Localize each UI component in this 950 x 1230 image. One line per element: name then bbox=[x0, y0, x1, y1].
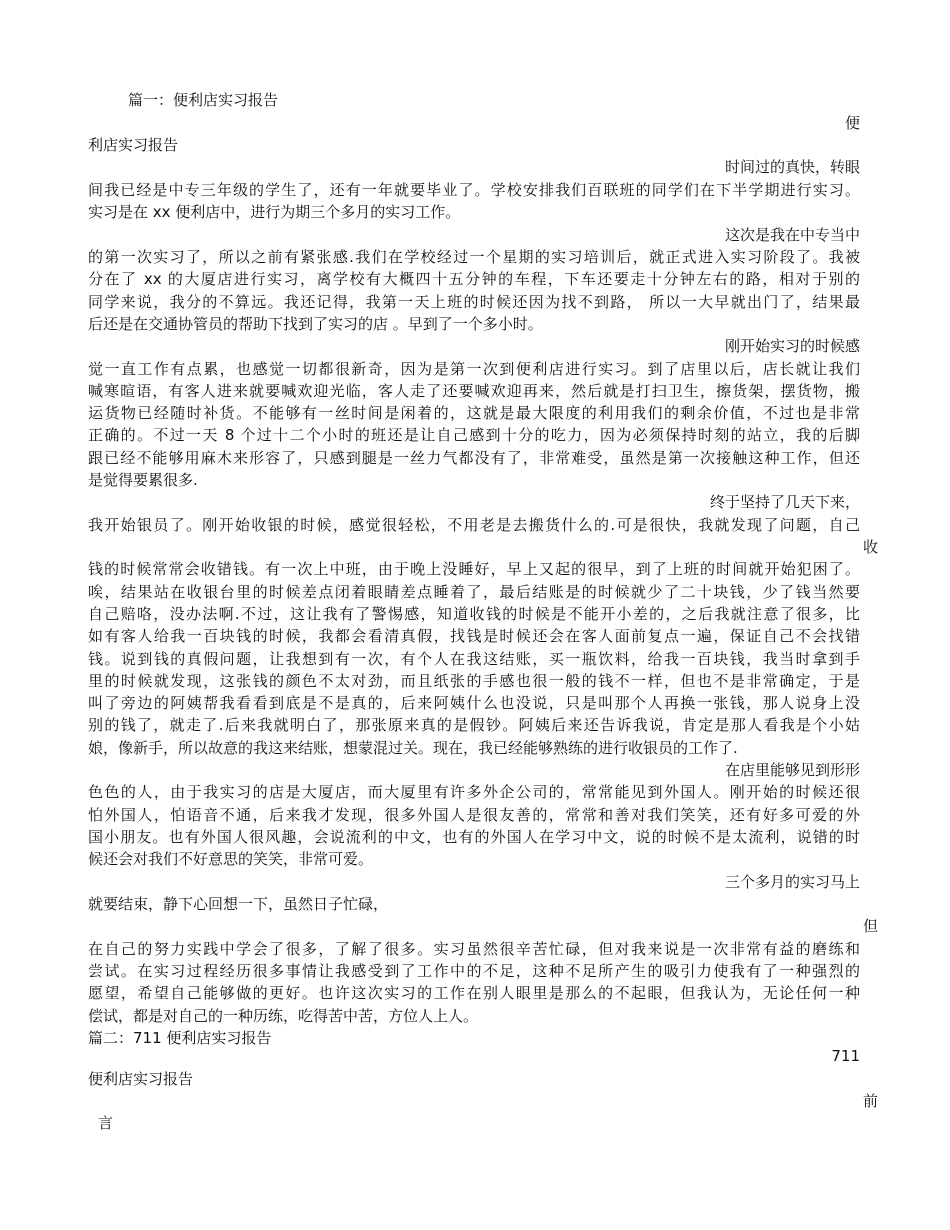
section-heading-1: 篇一：便利店实习报告 bbox=[128, 91, 279, 109]
paragraph-line: 唉，结果站在收银台里的时候差点闭着眼睛差点睡着了，最后结账是的时候就少了二十块钱，少了钱当然要 bbox=[88, 583, 860, 601]
paragraph-line: 别的钱了，就走了.后来我就明白了，那张原来真的是假钞。阿姨后来还告诉我说，肯定是那人看我是个小姑 bbox=[88, 716, 860, 734]
paragraph-line: 同学来说，我分的不算远。我还记得，我第一天上班的时候还因为找不到路， 所以一大早就出门了，结果最 bbox=[88, 293, 860, 311]
paragraph-line: 里的时候就发现，这张钱的颜色不太对劲，而且纸张的手感也很一般的钱不一样，但也不是非常确定，于是 bbox=[88, 672, 860, 690]
paragraph-line: 愿望，希望自己能够做的更好。也许这次实习的工作在别人眼里是那么的不起眼，但我认为，无论任何一种 bbox=[88, 984, 860, 1002]
paragraph-line: 在自己的努力实践中学会了很多，了解了很多。实习虽然很辛苦忙碌，但对我来说是一次非常有益的磨练和 bbox=[88, 940, 860, 958]
paragraph-line: 间我已经是中专三年级的学生了，还有一年就要毕业了。学校安排我们百联班的同学们在下半学期进行实习。 bbox=[88, 181, 860, 199]
paragraph-line: 偿试，都是对自己的一种历练，吃得苦中苦，方位人上人。 bbox=[88, 1007, 479, 1025]
title-fragment: 711 bbox=[831, 1047, 860, 1065]
paragraph-line: 时间过的真快，转眼 bbox=[724, 158, 860, 176]
paragraph-line: 钱的时候常常会收错钱。有一次上中班，由于晚上没睡好，早上又起的很早，到了上班的时间就开始犯困了。 bbox=[88, 560, 860, 578]
paragraph-line: 就要结束，静下心回想一下，虽然日子忙碌， bbox=[88, 895, 389, 913]
title-fragment: 便 bbox=[844, 114, 860, 132]
paragraph-line: 后还是在交通协管员的帮助下找到了实习的店 。早到了一个多小时。 bbox=[88, 315, 543, 333]
paragraph-line: 这次是我在中专当中 bbox=[724, 226, 860, 244]
paragraph-line: 候还会对我们不好意思的笑笑，非常可爱。 bbox=[88, 850, 374, 868]
paragraph-line: 娘，像新手，所以故意的我这来结账，想蒙混过关。现在，我已经能够熟练的进行收银员的工作了. bbox=[88, 739, 738, 757]
paragraph-line: 的第一次实习了，所以之前有紧张感.我们在学校经过一个星期的实习培训后，就正式进入实习阶段了。我被 bbox=[88, 248, 860, 266]
paragraph-line: 我开始银员了。刚开始收银的时候，感觉很轻松，不用老是去搬货什么的.可是很快，我就发现了问题，自己 bbox=[88, 516, 860, 534]
paragraph-line: 刚开始实习的时候感 bbox=[724, 337, 860, 355]
paragraph-line: 色色的人，由于我实习的店是大厦店，而大厦里有许多外企公司的，常常能见到外国人。刚开始的时候还很 bbox=[88, 783, 860, 801]
paragraph-line: 国小朋友。也有外国人很风趣，会说流利的中文，也有的外国人在学习中文，说的时候不是太流利，说错的时 bbox=[88, 828, 860, 846]
preface-heading-fragment: 言 bbox=[98, 1114, 114, 1132]
paragraph-line: 觉一直工作有点累，也感觉一切都很新奇，因为是第一次到便利店进行实习。到了店里以后，店长就让我们 bbox=[88, 360, 860, 378]
paragraph-line: 跟已经不能够用麻木来形容了，只感到腿是一丝力气都没有了，非常难受，虽然是第一次接触这种工作，但还 bbox=[88, 449, 860, 467]
paragraph-line: 喊寒暄语，有客人进来就要喊欢迎光临，客人走了还要喊欢迎再来，然后就是打扫卫生，擦货架，摆货物，搬 bbox=[88, 382, 860, 400]
paragraph-line: 在店里能够见到形形 bbox=[724, 761, 860, 779]
paragraph-line: 三个多月的实习马上 bbox=[724, 873, 860, 891]
paragraph-line: 实习是在 xx 便利店中，进行为期三个多月的实习工作。 bbox=[88, 203, 461, 221]
paragraph-line: 是觉得要累很多. bbox=[88, 471, 198, 489]
paragraph-line: 正确的。不过一天 8 个过十二个小时的班还是让自己感到十分的吃力，因为必须保持时刻的站立，我的后脚 bbox=[88, 426, 860, 444]
paragraph-line: 叫了旁边的阿姨帮我看看到底是不是真的，后来阿姨什么也没说，只是叫那个人再换一张钱，那人说身上没 bbox=[88, 694, 860, 712]
paragraph-line: 分在了 xx 的大厦店进行实习，离学校有大概四十五分钟的车程，下车还要走十分钟左右的路，相对于别的 bbox=[88, 270, 860, 288]
report-title: 便利店实习报告 bbox=[88, 1070, 194, 1088]
preface-heading-fragment: 前 bbox=[862, 1092, 878, 1110]
paragraph-line: 运货物已经随时补货。不能够有一丝时间是闲着的，这就是最大限度的利用我们的剩余价值，不过也是非常 bbox=[88, 404, 860, 422]
paragraph-line: 自己赔咯，没办法啊.不过，这让我有了警惕感，知道收钱的时候是不能开小差的，之后我就注意了很多，比 bbox=[88, 605, 860, 623]
paragraph-line: 钱。说到钱的真假问题，让我想到有一次，有个人在我这结账，买一瓶饮料，给我一百块钱，我当时拿到手 bbox=[88, 650, 860, 668]
report-title: 利店实习报告 bbox=[88, 136, 179, 154]
paragraph-line: 如有客人给我一百块钱的时候，我都会看清真假，找钱是时候还会在客人面前复点一遍，保证自己不会找错 bbox=[88, 627, 860, 645]
paragraph-line: 怕外国人，怕语音不通，后来我才发现，很多外国人是很友善的，常常和善对我们笑笑，还有好多可爱的外 bbox=[88, 806, 860, 824]
paragraph-line: 收 bbox=[862, 538, 878, 556]
paragraph-line: 终于坚持了几天下来， bbox=[709, 493, 860, 511]
paragraph-line: 尝试。在实习过程经历很多事情让我感受到了工作中的不足，这种不足所产生的吸引力使我有了一种强烈的 bbox=[88, 962, 860, 980]
paragraph-line: 但 bbox=[862, 917, 878, 935]
section-heading-2: 篇二：711 便利店实习报告 bbox=[88, 1029, 272, 1047]
